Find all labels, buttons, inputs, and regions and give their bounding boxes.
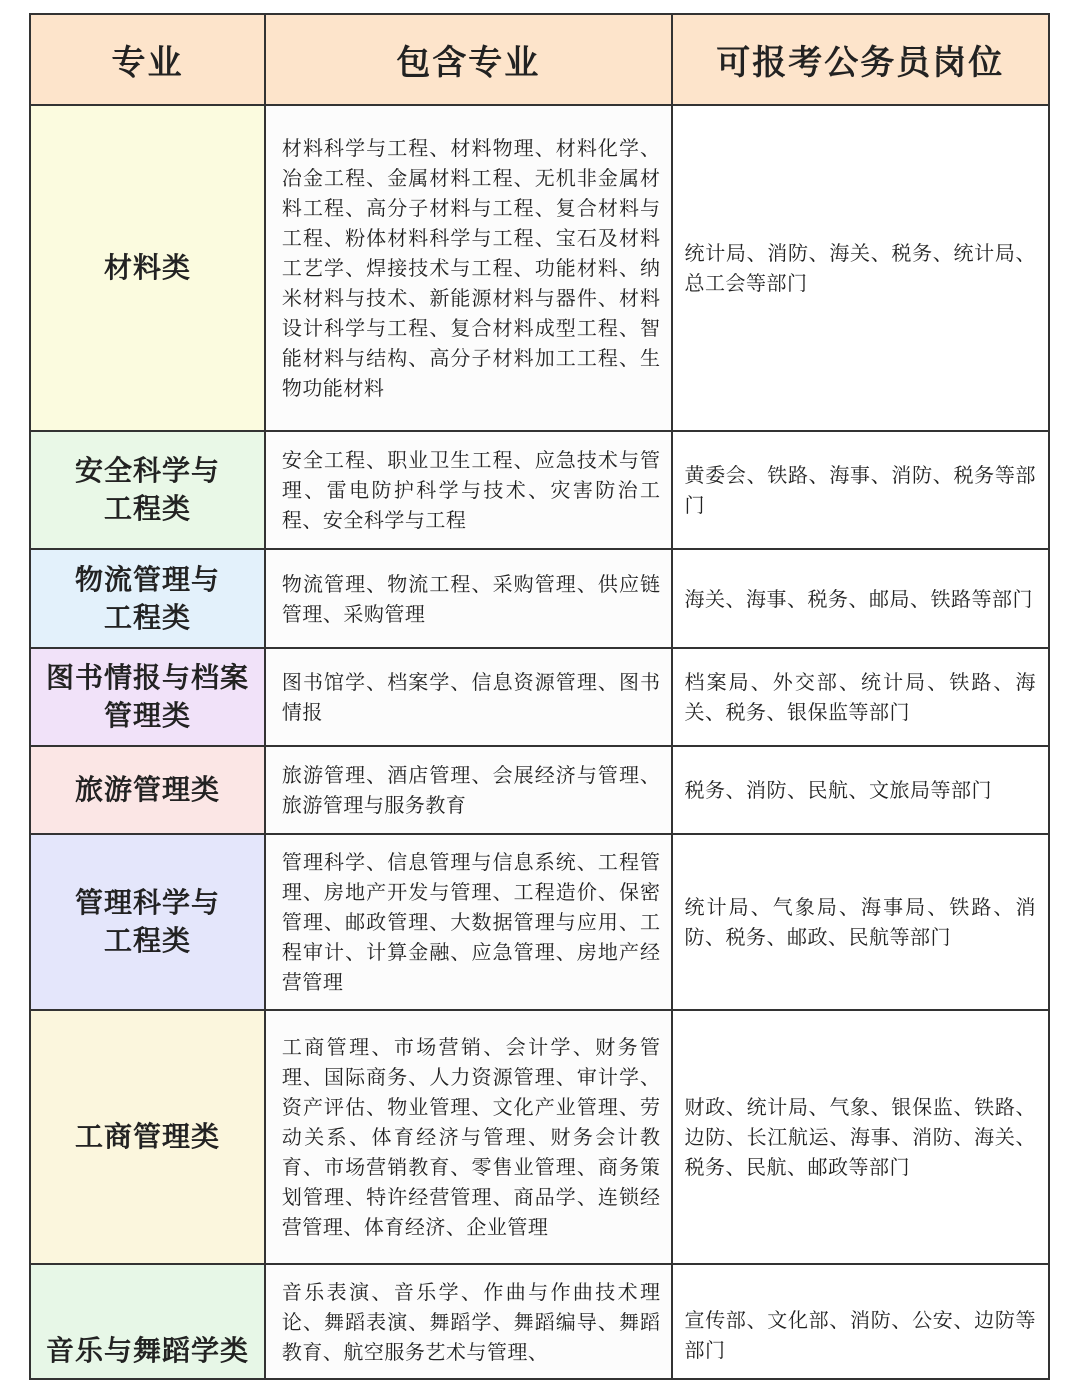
category-cell: 旅游管理类	[30, 746, 265, 834]
category-cell: 图书情报与档案管理类	[30, 648, 265, 746]
positions-cell: 统计局、气象局、海事局、铁路、消防、税务、邮政、民航等部门	[672, 834, 1049, 1010]
table-row	[30, 834, 1049, 1010]
positions-cell: 税务、消防、民航、文旅局等部门	[672, 746, 1049, 834]
included-majors-cell: 管理科学、信息管理与信息系统、工程管理、房地产开发与管理、工程造价、保密管理、邮政管理、大数据管理与应用、工程审计、计算金融、应急管理、房地产经营管理	[265, 834, 672, 1010]
included-majors-cell: 旅游管理、酒店管理、会展经济与管理、旅游管理与服务教育	[265, 746, 672, 834]
included-majors-cell: 图书馆学、档案学、信息资源管理、图书情报	[265, 648, 672, 746]
positions-cell: 宣传部、文化部、消防、公安、边防等部门	[672, 1264, 1049, 1379]
included-majors-cell: 材料科学与工程、材料物理、材料化学、冶金工程、金属材料工程、无机非金属材料工程、高分子材料与工程、复合材料与工程、粉体材料科学与工程、宝石及材料工艺学、焊接技术与工程、功能材料、纳米材料与技术、新能源材料与器件、材料设计科学与工程、复合材料成型工程、智能材料与结构、高分子材料加工工程、生物功能材料	[265, 105, 672, 431]
included-majors-cell: 音乐表演、音乐学、作曲与作曲技术理论、舞蹈表演、舞蹈学、舞蹈编导、舞蹈教育、航空服务艺术与管理、	[265, 1264, 672, 1379]
header-included-majors: 包含专业	[265, 14, 672, 105]
header-major: 专业	[30, 14, 265, 105]
majors-table	[29, 13, 1050, 1380]
table-row	[30, 1010, 1049, 1264]
positions-cell: 财政、统计局、气象、银保监、铁路、边防、长江航运、海事、消防、海关、税务、民航、邮政等部门	[672, 1010, 1049, 1264]
table-header-row	[30, 14, 1049, 105]
table-row	[30, 549, 1049, 648]
table-row	[30, 746, 1049, 834]
included-majors-cell: 物流管理、物流工程、采购管理、供应链管理、采购管理	[265, 549, 672, 648]
category-cell: 安全科学与工程类	[30, 431, 265, 549]
included-majors-cell: 工商管理、市场营销、会计学、财务管理、国际商务、人力资源管理、审计学、资产评估、物业管理、文化产业管理、劳动关系、体育经济与管理、财务会计教育、市场营销教育、零售业管理、商务策划管理、特许经营管理、商品学、连锁经营管理、体育经济、企业管理	[265, 1010, 672, 1264]
table-row	[30, 105, 1049, 431]
category-cell: 工商管理类	[30, 1010, 265, 1264]
table-row	[30, 648, 1049, 746]
positions-cell: 统计局、消防、海关、税务、统计局、总工会等部门	[672, 105, 1049, 431]
positions-cell: 黄委会、铁路、海事、消防、税务等部门	[672, 431, 1049, 549]
positions-cell: 海关、海事、税务、邮局、铁路等部门	[672, 549, 1049, 648]
included-majors-cell: 安全工程、职业卫生工程、应急技术与管理、雷电防护科学与技术、灾害防治工程、安全科学与工程	[265, 431, 672, 549]
category-cell: 管理科学与工程类	[30, 834, 265, 1010]
header-civil-service-positions: 可报考公务员岗位	[672, 14, 1049, 105]
category-cell: 音乐与舞蹈学类	[30, 1264, 265, 1379]
positions-cell: 档案局、外交部、统计局、铁路、海关、税务、银保监等部门	[672, 648, 1049, 746]
table-row	[30, 1264, 1049, 1379]
category-cell: 物流管理与工程类	[30, 549, 265, 648]
table-row	[30, 431, 1049, 549]
category-cell: 材料类	[30, 105, 265, 431]
